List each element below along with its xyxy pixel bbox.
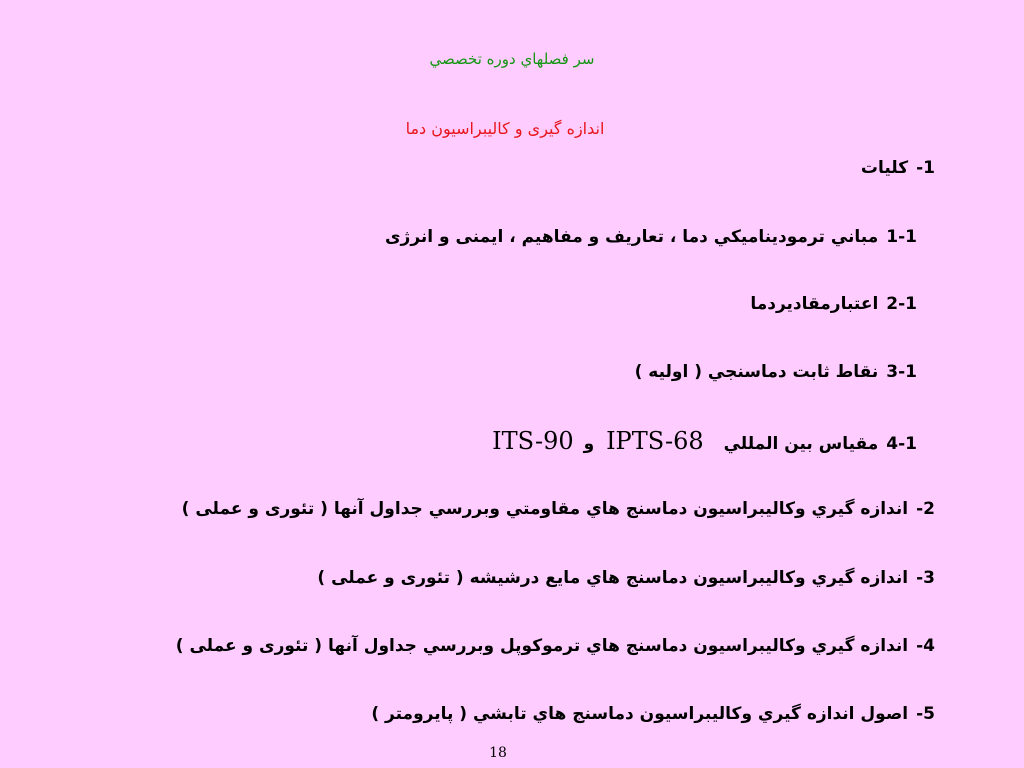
its-90-label: ITS-90 — [492, 427, 574, 455]
item-number: 3-1 — [886, 362, 917, 382]
item-number: 5- — [916, 704, 935, 724]
item-text: نقاط ثابت دماسنجي ( اولیه ) — [634, 362, 879, 382]
item-number: 2- — [916, 499, 935, 519]
list-item-3 — [317, 568, 935, 588]
page-subtitle: اندازه گیری و کالیبراسیون دما — [405, 119, 605, 138]
list-item-5 — [371, 704, 935, 724]
item-number: 1- — [916, 158, 935, 178]
item-text: اندازه گیري وكالیبراسیون دماسنج هاي مقاومتي وبررسي جداول آنها ( تئوری و عملی ) — [181, 499, 909, 519]
item-text: اعتبارمقادیردما — [750, 294, 879, 314]
list-item-2 — [182, 499, 935, 519]
item-number: 2-1 — [886, 294, 917, 314]
page-title: سر فصلهاي دوره تخصصي — [429, 50, 595, 68]
item-text: اندازه گیري وكالیبراسیون دماسنج هاي ترموكوپل وبررسي جداول آنها ( تئوری و عملی ) — [175, 636, 909, 656]
item-number: 3- — [916, 568, 935, 588]
item-text: مقیاس بین المللي — [723, 434, 879, 454]
item-number: 1-1 — [886, 227, 917, 247]
list-item-1 — [861, 158, 935, 178]
list-item-2-1 — [750, 294, 917, 314]
item-text: اصول اندازه گیري وكالیبراسیون دماسنج هاي تابشي ( پایرومتر ) — [371, 704, 909, 724]
ipts-68-label: IPTS-68 — [606, 427, 704, 455]
list-item-1-1 — [385, 227, 917, 247]
list-item-4-1 — [492, 427, 917, 455]
page-number: 18 — [489, 745, 507, 761]
item-text: مباني ترمودیناميكي دما ، تعاریف و مفاهیم ، ایمنی و انرژی — [384, 227, 879, 247]
conjunction: و — [583, 434, 595, 454]
list-item-3-1 — [635, 362, 917, 382]
item-number: 4- — [916, 636, 935, 656]
list-item-4 — [176, 636, 935, 656]
item-text: اندازه گیري وكالیبراسیون دماسنج هاي مایع درشیشه ( تئوری و عملی ) — [317, 568, 909, 588]
item-text: کلیات — [860, 158, 909, 178]
item-number: 4-1 — [886, 434, 917, 454]
